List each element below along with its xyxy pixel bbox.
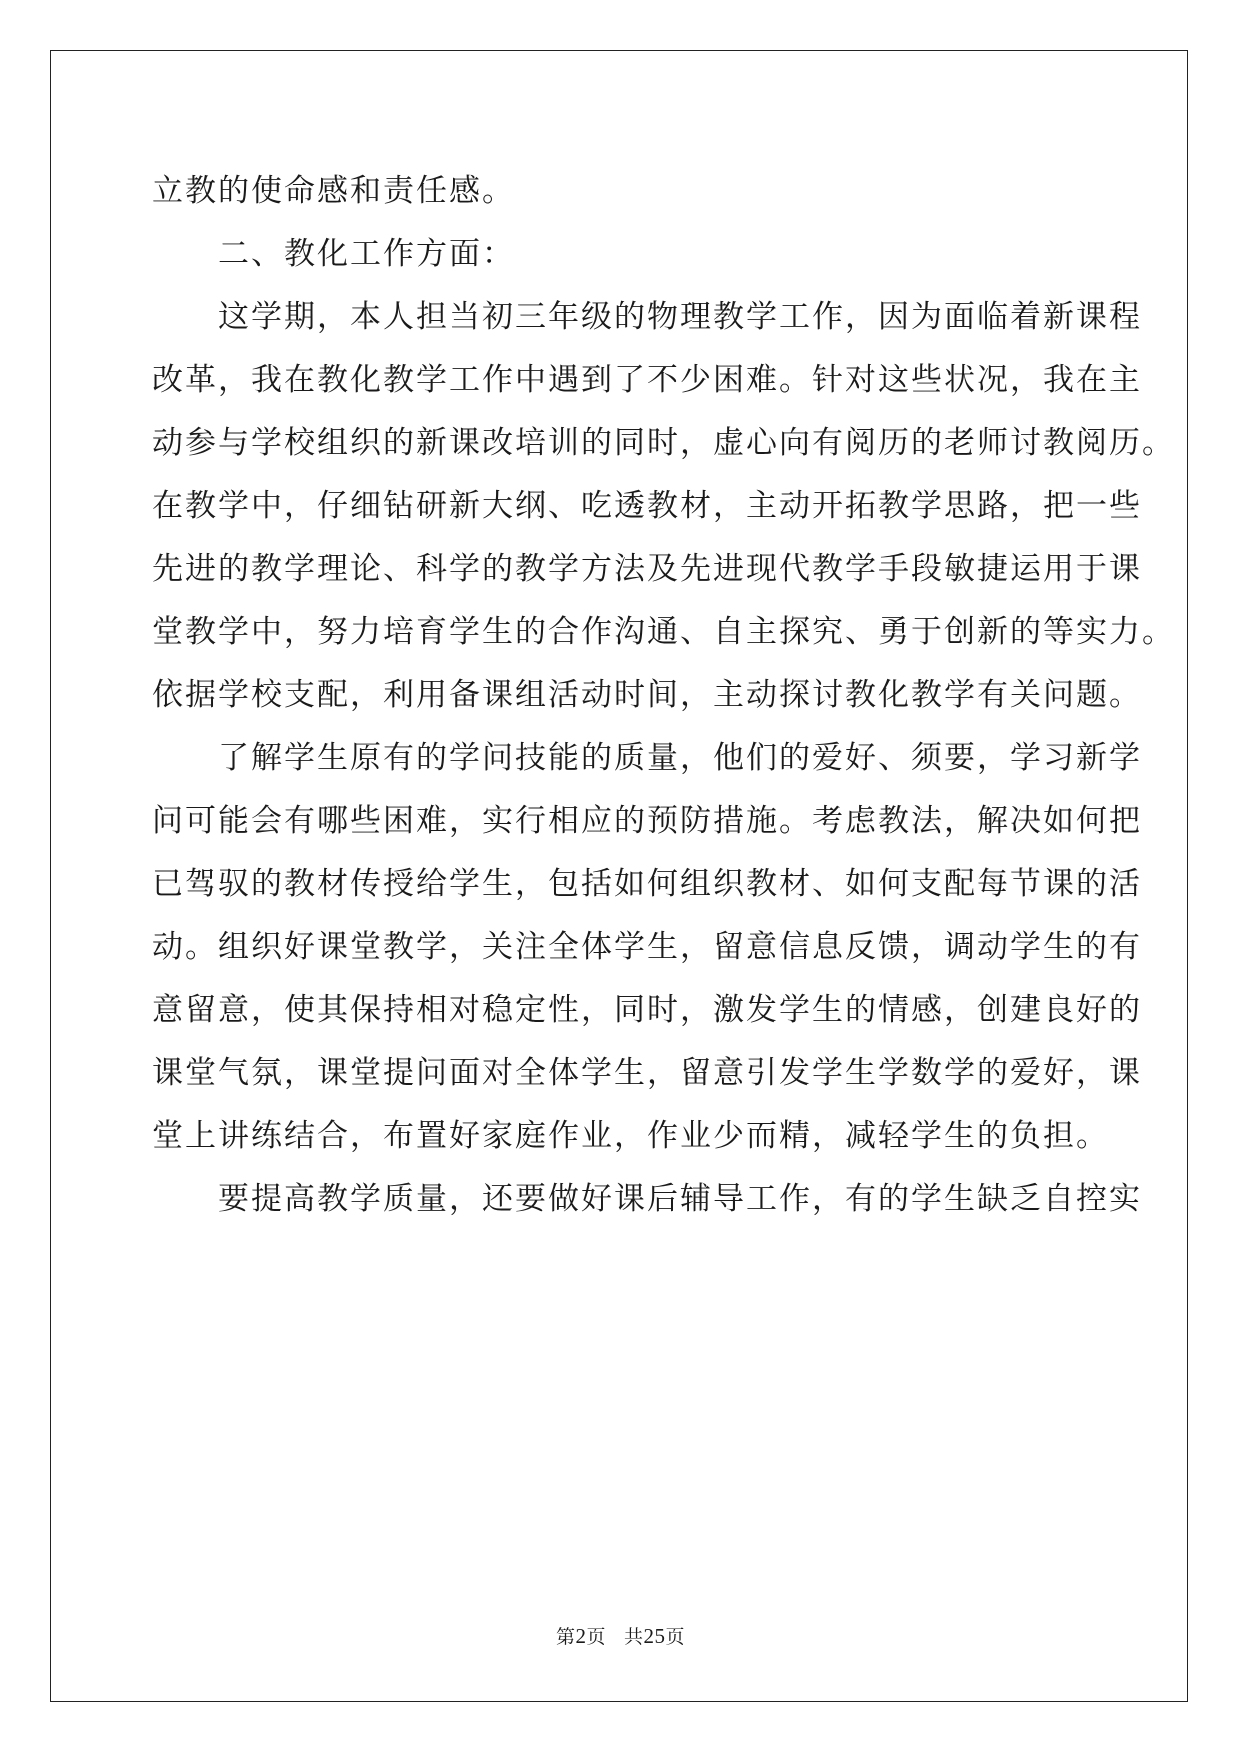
page-number: 2: [575, 1624, 587, 1648]
text-line: 立教的使命感和责任感。: [152, 173, 515, 209]
page-prefix: 第: [555, 1626, 576, 1648]
total-prefix: 共: [624, 1626, 644, 1648]
text-line: 要提高教学质量，还要做好课后辅导工作，有的学生缺乏自控实: [152, 1181, 1142, 1217]
total-suffix: 页: [665, 1626, 686, 1648]
page-suffix: 页: [586, 1626, 606, 1648]
document-body: [152, 160, 1175, 1231]
text-line: 问可能会有哪些困难，实行相应的预防措施。考虑教法，解决如何把: [152, 803, 1142, 839]
text-line: 已驾驭的教材传授给学生，包括如何组织教材、如何支配每节课的活: [152, 866, 1142, 902]
text-line: 先进的教学理论、科学的教学方法及先进现代教学手段敏捷运用于课: [152, 551, 1142, 587]
text-line: 动。组织好课堂教学，关注全体学生，留意信息反馈，调动学生的有: [152, 929, 1142, 965]
section-heading: 二、教化工作方面：: [152, 236, 515, 272]
text-line: 在教学中，仔细钻研新大纲、吃透教材，主动开拓教学思路，把一些: [152, 488, 1142, 524]
text-line: 改革，我在教化教学工作中遇到了不少困难。针对这些状况，我在主: [152, 362, 1142, 398]
text-line: 课堂气氛，课堂提问面对全体学生，留意引发学生学数学的爱好，课: [152, 1055, 1142, 1091]
text-line: 这学期，本人担当初三年级的物理教学工作，因为面临着新课程: [152, 299, 1142, 335]
text-line: 意留意，使其保持相对稳定性，同时，激发学生的情感，创建良好的: [152, 992, 1142, 1028]
total-pages: 25: [643, 1624, 666, 1648]
text-line: 了解学生原有的学问技能的质量，他们的爱好、须要，学习新学: [152, 740, 1142, 776]
text-line: 依据学校支配，利用备课组活动时间，主动探讨教化教学有关问题。: [152, 677, 1142, 713]
page-footer: [0, 1622, 1241, 1649]
text-line: 堂上讲练结合，布置好家庭作业，作业少而精，减轻学生的负担。: [152, 1118, 1109, 1154]
text-line: 动参与学校组织的新课改培训的同时，虚心向有阅历的老师讨教阅历。: [152, 425, 1175, 461]
text-line: 堂教学中，努力培育学生的合作沟通、自主探究、勇于创新的等实力。: [152, 614, 1175, 650]
